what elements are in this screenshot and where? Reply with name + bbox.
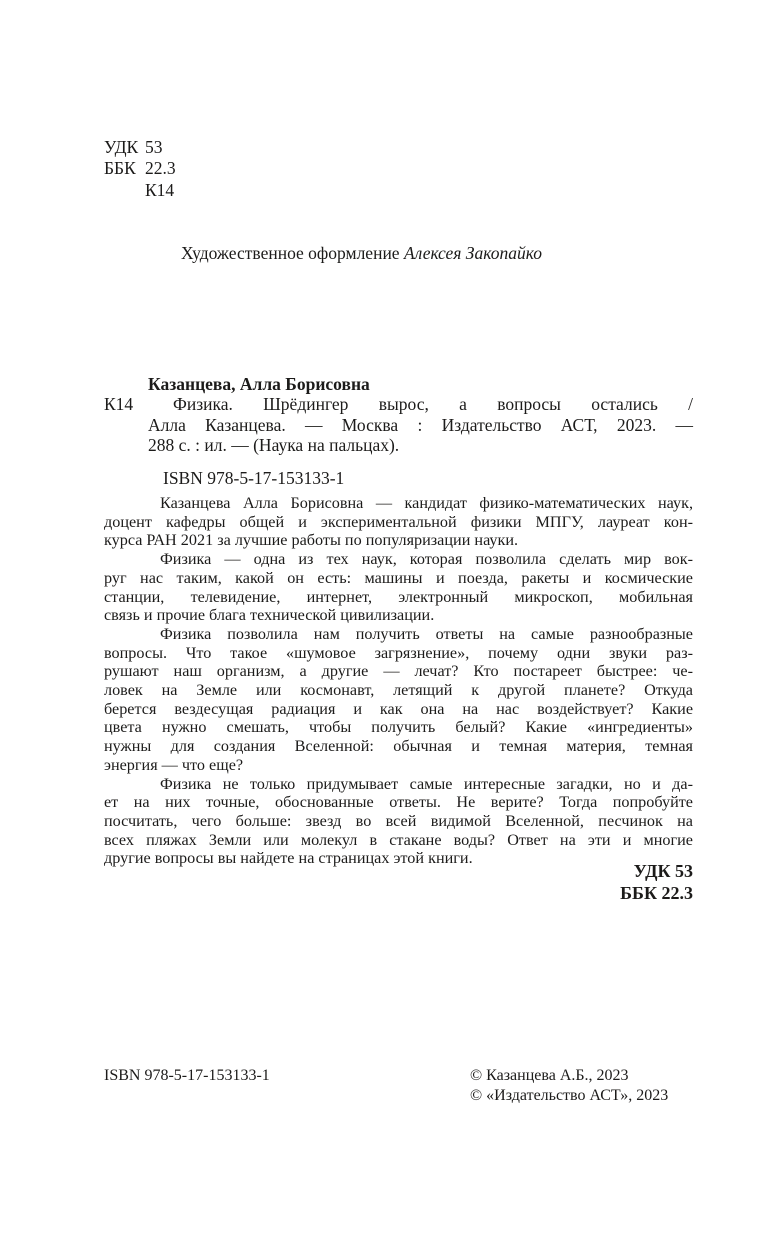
bbk-value: 22.3 bbox=[145, 158, 176, 179]
annotation-paragraph-riddles: Физика не только придумывает самые интересные загадки, но и да- ет на них точные, обоснованные ответы. Не верите? Тогда попробуйте посчитать, чего больше: звезд во всей видимой Вселенной, песчинок на всех пляжах Земли или молекул в стакане воды? Ответ на эти и многие другие вопросы вы найдете на страницах этой книги. bbox=[104, 774, 693, 868]
bbk-label: ББК bbox=[104, 158, 136, 179]
annotation-paragraph-author: Казанцева Алла Борисовна — кандидат физико-математических наук, доцент кафедры общей и экспериментальной физики МПГУ, лауреат кон- курса РАН 2021 за лучшие работы по популяризации науки. bbox=[104, 494, 693, 550]
udk-row bbox=[104, 137, 176, 158]
catalog-isbn: ISBN 978-5-17-153133-1 bbox=[163, 467, 345, 488]
classification-top bbox=[104, 137, 176, 201]
udk-bottom: УДК 53 bbox=[633, 861, 693, 881]
catalog-entry bbox=[104, 374, 693, 488]
udk-label: УДК bbox=[104, 137, 139, 157]
author-sign-row bbox=[104, 180, 176, 201]
annotation-paragraph-physics-world: Физика — одна из тех наук, которая позволила сделать мир вок- руг нас таким, какой он есть: машины и поезда, ракеты и космические станции, телевидение, интернет, электронный микроскоп, мобильная связь и прочие блага технической цивилизации. bbox=[104, 550, 693, 625]
classification-bottom bbox=[104, 861, 693, 904]
footer-isbn: ISBN 978-5-17-153133-1 bbox=[104, 1067, 270, 1084]
designer-name: Алексея Закопайко bbox=[403, 243, 543, 263]
design-credit-text: Художественное оформление bbox=[180, 243, 404, 263]
bbk-row bbox=[104, 158, 176, 179]
catalog-author-heading: Казанцева, Алла Борисовна bbox=[148, 374, 370, 394]
catalog-description: Физика. Шрёдингер вырос, а вопросы остались / Алла Казанцева. — Москва : Издательство АСТ, 2023. — 288 с. : ил. — (Наука на пальцах). bbox=[148, 394, 693, 456]
design-credit bbox=[104, 243, 619, 264]
annotation-paragraph-questions: Физика позволила нам получить ответы на самые разнообразные вопросы. Что такое «шумовое загрязнение», почему одни звуки раз- рушают наш организм, а другие — лечат? Кто постареет быстрее: че- ловек на Земле или космонавт, летящий к другой планете? Откуда берется вездесущая радиация и как она на нас воздействует? Какие цвета нужно смешать, чтобы получить белый? Какие «ингредиенты» нужны для создания Вселенной: обычная и темная материя, темная энергия — что еще? bbox=[104, 624, 693, 774]
copyright-block bbox=[470, 1066, 668, 1106]
annotation bbox=[104, 494, 693, 868]
copyright-author: © Казанцева А.Б., 2023 bbox=[470, 1067, 629, 1084]
author-sign-value: К14 bbox=[145, 179, 175, 200]
catalog-code: К14 bbox=[104, 394, 134, 415]
udk-value: 53 bbox=[145, 137, 163, 157]
copyright-publisher: © «Издательство АСТ», 2023 bbox=[470, 1087, 669, 1104]
bbk-bottom: ББК 22.3 bbox=[620, 882, 693, 903]
